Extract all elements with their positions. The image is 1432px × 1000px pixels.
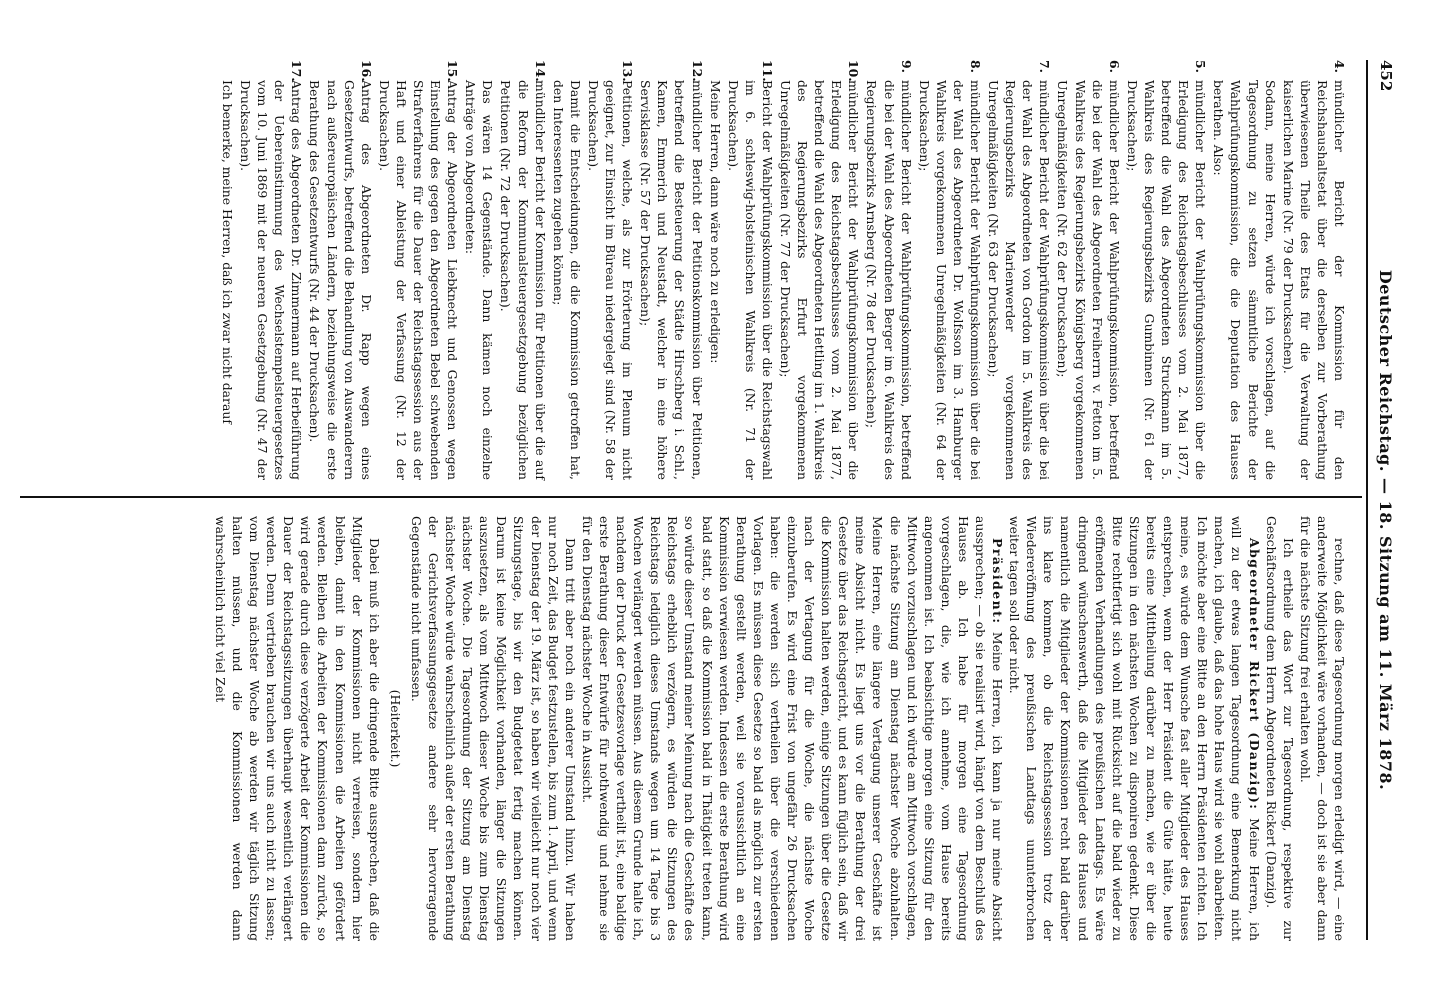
agenda-item-number: 16. (358, 60, 374, 82)
agenda-item (219, 60, 236, 480)
agenda-item-text: Antrag der Abgeordneten Liebknecht und Genossen wegen Einstellung des gegen den Abgeordneten Bebel schwebenden Strafverfahrens für die Dauer der Reichstagssession aus der Haft und einer Ableistung der Verfassung (Nr. 12 der Drucksachen). (376, 80, 461, 480)
running-title: Deutscher Reichstag. — 18. Sitzung am 11. März 1878. (1376, 269, 1396, 791)
agenda-item-number (707, 60, 724, 80)
agenda-item-number: 15. (445, 60, 461, 82)
agenda-item (462, 60, 496, 480)
agenda-item (376, 60, 461, 480)
interjection: (Heiterkeit.) (387, 689, 403, 768)
agenda-item-text: Meine Herren, dann wäre noch zu erledigen: (707, 80, 723, 364)
agenda-item-number: 9. (898, 60, 914, 73)
agenda-item-number (219, 60, 236, 80)
agenda-item-text: Das wären 14 Gegenstände. Dann kämen noch einzelne Anträge von Abgeordneten: (463, 80, 496, 480)
speech-paragraph (1006, 516, 1262, 941)
agenda-item-text: mündlicher Bericht der Wahlprüfungskommission, betreffend die bei der Wahl des Abgeordneten Berger im 6. Wahlkreis des Regierungsbezirks Arnsberg (Nr. 78 der Drucksachen); (864, 80, 914, 480)
agenda-item (1124, 60, 1209, 480)
agenda-item-text: mündlicher Bericht der Petitionskommission über Petitionen, betreffend die Besteuerung der Städte Hirschberg i. Schl., Kamen, Emmerich und Neustadt, welcher in eine höhere Servisklasse (Nr. 57 der Drucksachen); (638, 80, 705, 480)
agenda-item-text: mündlicher Bericht der Wahlprüfungskommission, betreffend die bei der Wahl des Abgeordneten Freiherrn v. Fetton im 5. Wahlkreis des Regierungsbezirks Königsberg vorgekommenen Unregelmäßigkeiten (Nr. 62 der Drucksachen); (1055, 80, 1122, 480)
agenda-item (585, 60, 636, 480)
right-column (212, 516, 1348, 941)
agenda-item-text: mündlicher Bericht der Wahlprüfungskommission über die Erledigung des Reichstagsbeschlusses vom 2. Mai 1877, betreffend die Wahl des Abgeordneten Hettling im 1. Wahlkreis des Regierungsbezirks Erfurt vorgekommenen Unregelmäßigkeiten (Nr. 77 der Drucksachen); (778, 80, 862, 480)
agenda-item-number: 14. (532, 60, 548, 82)
agenda-item (550, 60, 584, 480)
agenda-item (725, 60, 776, 480)
agenda-item (863, 60, 914, 480)
agenda-item-text: mündlicher Bericht der Wahlprüfungskommission über die Erledigung des Reichstagsbeschlusses vom 2. Mai 1877, betreffend die Wahl des Abgeordneten Struckmann im 5. Wahlkreis des Regierungsbezirks Gumbinnen (Nr. 61 der Drucksachen); (1124, 80, 1209, 480)
agenda-item-number: 17. (289, 60, 305, 82)
agenda-item-text: Sodann, meine Herren, würde ich vorschlagen, auf die Tagesordnung zu setzen sämmtliche Berichte der Wahlprüfungskommission, die die Deputation des Hauses berathen. Also: (1211, 80, 1278, 480)
agenda-item-number: 12. (689, 60, 705, 82)
speaker-name: Abgeordneter Rickert (Danzig): (1246, 538, 1262, 811)
agenda-item-text: Ich bemerke, meine Herren, daß ich zwar nicht darauf (220, 80, 235, 424)
agenda-item (306, 60, 374, 480)
agenda-item (916, 60, 984, 480)
agenda-item (497, 60, 548, 480)
speaker-name: Präsident: (990, 538, 1006, 625)
agenda-item (1210, 60, 1278, 480)
page-header (1366, 60, 1404, 940)
agenda-item-text: mündlicher Bericht der Kommission für Petitionen über die auf die Reform der Kommunalsteuergesetzgebung bezüglichen Petitionen (Nr. 72 der Drucksachen). (498, 80, 548, 480)
agenda-item-text: Antrag des Abgeordneten Dr. Zimmermann auf Herbeiführung der Uebereinstimmung des Wechselstempelsteuergesetzes vom 10. Juni 1869 mit der neueren Gesetzgebung (Nr. 47 der Drucksachen). (238, 80, 305, 480)
text-paragraph: rechne, daß diese Tagesordnung morgen erledigt wird, — eine anderweite Möglichkeit wäre vorhanden, — doch ist sie aber dann für die nächste Sitzung frei erhalten wohl. (1297, 516, 1347, 941)
agenda-item (985, 60, 1053, 480)
agenda-item-number: 13. (620, 60, 636, 82)
column-divider (20, 496, 1362, 498)
agenda-item-number: 5. (1193, 60, 1209, 73)
speech-text: Meine Herren, ich kann ja nur meine Absicht aussprechen; — ob sie realisirt wird, hängt von dem Beschluß des Hauses ab. Ich habe für morgen eine Tagesordnung vorgeschlagen, die, wie ich annehme, vom Hause bereits angenommen ist. Ich beabsichtige morgen eine Sitzung für den Mittwoch vorzuschlagen und ich würde am Mittwoch vorschlagen, die nächste Sitzung am Dienstag nächster Woche abzuhalten. Meine Herren, eine längere Vertagung unserer Geschäfte ist meine Absicht nicht. Es liegt uns vor die Berathung der drei Gesetze über das Reichsgericht, und es kann füglich sein, daß wir die Kommission halten werden, einige Sitzungen über die Gesetze nach der Vertagung für die Woche, die nächste Woche einzuberufen. Es wird eine Frist von ungefähr 26 Drucksachen haben: die werden sich vertheilen über die verschiedenen Vorlagen. Es müssen diese Gesetze so bald als möglich zur ersten Berathung gestellt werden, weil sie voraussichtlich an eine Kommission verwiesen werden. Indessen die erste Berathung wird bald statt, so daß die Kommission bald in Thätigkeit treten kann, so würde dieser Umstand meiner Meinung nach die Geschäfte des Reichstags erheblich verzögern, es würden die Sitzungen des Reichstags lediglich dieses Umstands wegen um 14 Tage bis 3 Wochen verlängert werden müssen. Aus diesem Grunde halte ich, nachdem der Druck der Gesetzesvorlage vertheilt ist, eine baldige erste Berathung dieser Entwürfe für nothwendig und nehme sie für den Dienstag nächster Woche in Aussicht. (579, 516, 1006, 941)
agenda-item-number: 7. (1037, 60, 1053, 73)
agenda-item-number: 4. (1332, 60, 1347, 73)
agenda-item (1280, 60, 1348, 480)
text-paragraph: Ich ertheile das Wort zur Tagesordnung, respektive zur Geschäftsordnung dem Herrn Abgeordneten Rickert (Danzig). (1263, 516, 1296, 941)
speech-text: Meine Herren, ich will zu der etwas langen Tagesordnung eine Bemerkung nicht machen, ich glaube, daß das hohe Haus wird sie wohl abarbeiten. Ich möchte aber eine Bitte an den Herrn Präsidenten richten. Ich meine, es würde dem Wunsche fast aller Mitglieder des Hauses entsprechen, wenn der Herr Präsident die Güte hätte, heute bereits eine Mittheilung darüber zu machen, wie er über die Sitzungen in den nächsten Wochen zu disponiren gedenkt. Diese Bitte rechtfertigt sich wohl mit Rücksicht auf die bald wieder zu eröffnenden Verhandlungen des preußischen Landtags. Es wäre dringend wünschenswerth, daß die Mitglieder des Hauses und namentlich die Mitglieder der Kommissionen recht bald darüber ins klare kommen, ob die Reichstagssession trotz der Wiedereröffnung des preußischen Landtags ununterbrochen weiter tagen soll oder nicht. (1007, 516, 1262, 941)
agenda-item (707, 60, 724, 480)
text-paragraph: Dann tritt aber noch ein anderer Umstand hinzu. Wir haben nur noch Zeit, das Budget festzustellen, bis zum 1. April, und wenn der Dienstag der 19. März ist, so haben wir vielleicht nur noch vier Sitzungstage, bis wir den Budgetetat fertig machen können. Darum ist keine Möglichkeit vorhanden, länger die Sitzungen auszusetzen, als vom Mittwoch dieser Woche bis zum Dienstag nächster Woche. Die Tagesordnung der Sitzung am Dienstag nächster Woche würde wahrscheinlich außer der ersten Berathung der Gerichtsverfassungsgesetze andere sehr hervorragende Gegenstände nicht umfassen. (408, 516, 578, 941)
text-paragraph: Dabei muß ich aber die dringende Bitte aussprechen, daß die Mitglieder der Kommissionen nicht verreisen, sondern hier bleiben, damit in den Kommissionen die Arbeiten gefördert werden. Bleiben die Arbeiten der Kommissionen dann zurück, so wird gerade durch diese verzögerte Arbeit der Kommissionen die Dauer der Reichstagssitzungen überhaupt wesentlich verlängert werden. Denn vertrieben brauchen wir uns auch nicht zu lassen; vom Dienstag nächster Woche ab werden wir täglich Sitzung halten müssen, und die Kommissionen werden dann wahrscheinlich nicht viel Zeit (212, 516, 382, 941)
agenda-item-text: Antrag des Abgeordneten Dr. Rapp wegen eines Gesetzentwurfs, betreffend die Behandlung von Auswanderern nach außereuropäischen Ländern, beziehungsweise die erste Berathung des Gesetzentwurfs (Nr. 44 der Drucksachen). (307, 80, 374, 480)
speech-paragraph (579, 516, 1006, 941)
agenda-item (777, 60, 862, 480)
agenda-item-text: mündlicher Bericht der Wahlprüfungskommission über die bei der Wahl des Abgeordneten Dr. Wolfsson im 3. Hamburger Wahlkreis vorgekommenen Unregelmäßigkeiten (Nr. 64 der Drucksachen); (916, 80, 984, 480)
agenda-item-text: Bericht der Wahlprüfungskommission über die Reichstagswahl im 6. schleswig-holsteinischen Wahlkreis (Nr. 71 der Drucksachen). (725, 80, 775, 480)
agenda-item-number (550, 60, 584, 80)
agenda-item-text: Damit die Entscheidungen, die die Kommission getroffen hat, den Interessenten zugehen können; (550, 80, 583, 480)
agenda-item (237, 60, 305, 480)
left-column (218, 60, 1348, 480)
agenda-item-number: 10. (846, 60, 862, 82)
agenda-item-number: 11. (759, 60, 775, 82)
page-number: 452 (1377, 60, 1395, 92)
agenda-item-number: 8. (968, 60, 984, 73)
agenda-item-text: mündlicher Bericht der Kommission für den Reichshaushaltsetat über die derselben zur Vorberathung überwiesenen Theile des Etats für die Verwaltung der kaiserlichen Marine (Nr. 79 der Drucksachen). (1280, 80, 1347, 480)
agenda-item-number (1210, 60, 1278, 80)
agenda-item-number (462, 60, 496, 80)
agenda-item (1054, 60, 1122, 480)
agenda-item (637, 60, 705, 480)
agenda-item-number: 6. (1106, 60, 1122, 73)
agenda-item-text: Petitionen, welche, als zur Erörterung im Plenum nicht geeignet, zur Einsicht im Büreau niedergelegt sind (Nr. 58 der Drucksachen). (585, 80, 636, 480)
agenda-item-text: mündlicher Bericht der Wahlprüfungskommission über die bei der Wahl des Abgeordneten von Gordon im 5. Wahlkreis des Regierungsbezirks Marienwerder vorgekommenen Unregelmäßigkeiten (Nr. 63 der Drucksachen); (986, 80, 1053, 480)
